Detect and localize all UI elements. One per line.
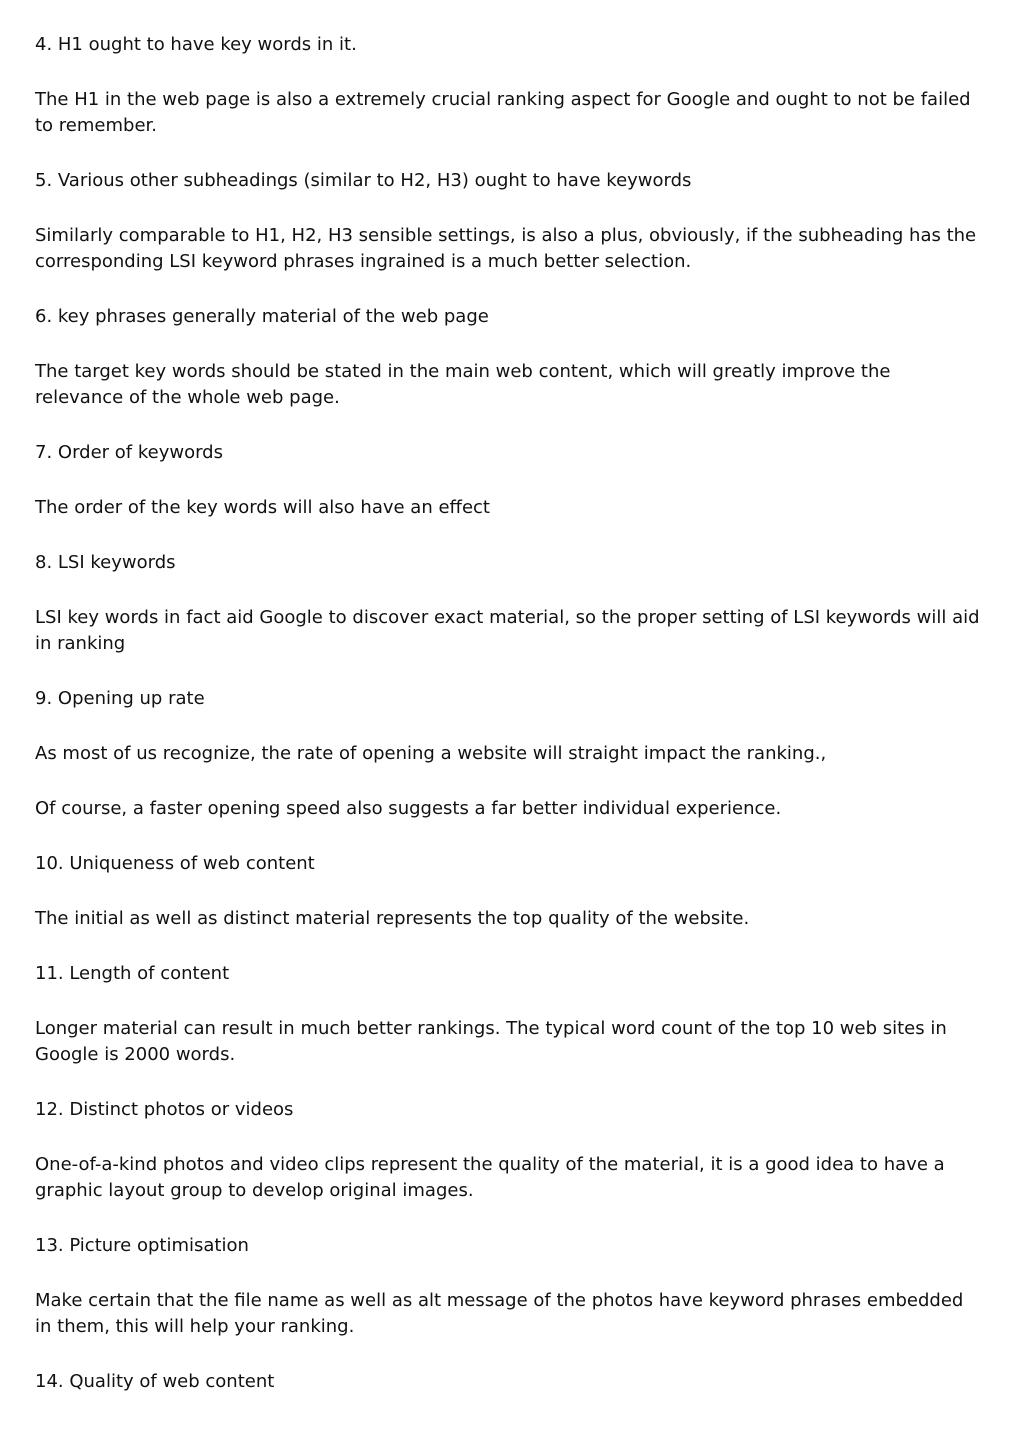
heading-distinct-photos: 12. Distinct photos or videos (35, 1099, 294, 1120)
heading-uniqueness: 10. Uniqueness of web content (35, 853, 315, 874)
heading-subheadings-keywords: 5. Various other subheadings (similar to H2, H3) ought to have keywords (35, 170, 692, 191)
paragraph-opening-speed: Of course, a faster opening speed also suggests a far better individual experience. (35, 798, 782, 819)
heading-length-of-content: 11. Length of content (35, 963, 230, 984)
heading-quality-of-content: 14. Quality of web content (35, 1371, 275, 1392)
paragraph-opening-rate: As most of us recognize, the rate of opening a website will straight impact the ranking., (35, 743, 827, 764)
heading-order-of-keywords: 7. Order of keywords (35, 442, 223, 463)
heading-keyphrases-material: 6. key phrases generally material of the web page (35, 306, 489, 327)
paragraph-uniqueness: The initial as well as distinct material represents the top quality of the website. (35, 908, 750, 929)
paragraph-picture-optimisation: Make certain that the file name as well as alt message of the photos have keyword phrases embedded in them, this will help your ranking. (35, 1290, 964, 1337)
paragraph-subheadings: Similarly comparable to H1, H2, H3 sensible settings, is also a plus, obviously, if the subheading has the corresponding LSI keyword phrases ingrained is a much better selection. (35, 225, 977, 272)
paragraph-h1-importance: The H1 in the web page is also a extremely crucial ranking aspect for Google and ought to not be failed to remember. (35, 89, 971, 136)
paragraph-order-effect: The order of the key words will also have an effect (35, 497, 490, 518)
heading-lsi-keywords: 8. LSI keywords (35, 552, 176, 573)
paragraph-length-of-content: Longer material can result in much better rankings. The typical word count of the top 10 web sites in Google is 2000 words. (35, 1018, 947, 1065)
paragraph-lsi-keywords: LSI key words in fact aid Google to discover exact material, so the proper setting of LSI keywords will aid in ranking (35, 607, 980, 654)
document-body (35, 32, 980, 1395)
heading-h1-keywords: 4. H1 ought to have key words in it. (35, 34, 357, 55)
paragraph-target-keywords: The target key words should be stated in the main web content, which will greatly improve the relevance of the whole web page. (35, 361, 891, 408)
paragraph-distinct-photos: One-of-a-kind photos and video clips represent the quality of the material, it is a good idea to have a graphic layout group to develop original images. (35, 1154, 945, 1201)
heading-opening-rate: 9. Opening up rate (35, 688, 205, 709)
heading-picture-optimisation: 13. Picture optimisation (35, 1235, 249, 1256)
